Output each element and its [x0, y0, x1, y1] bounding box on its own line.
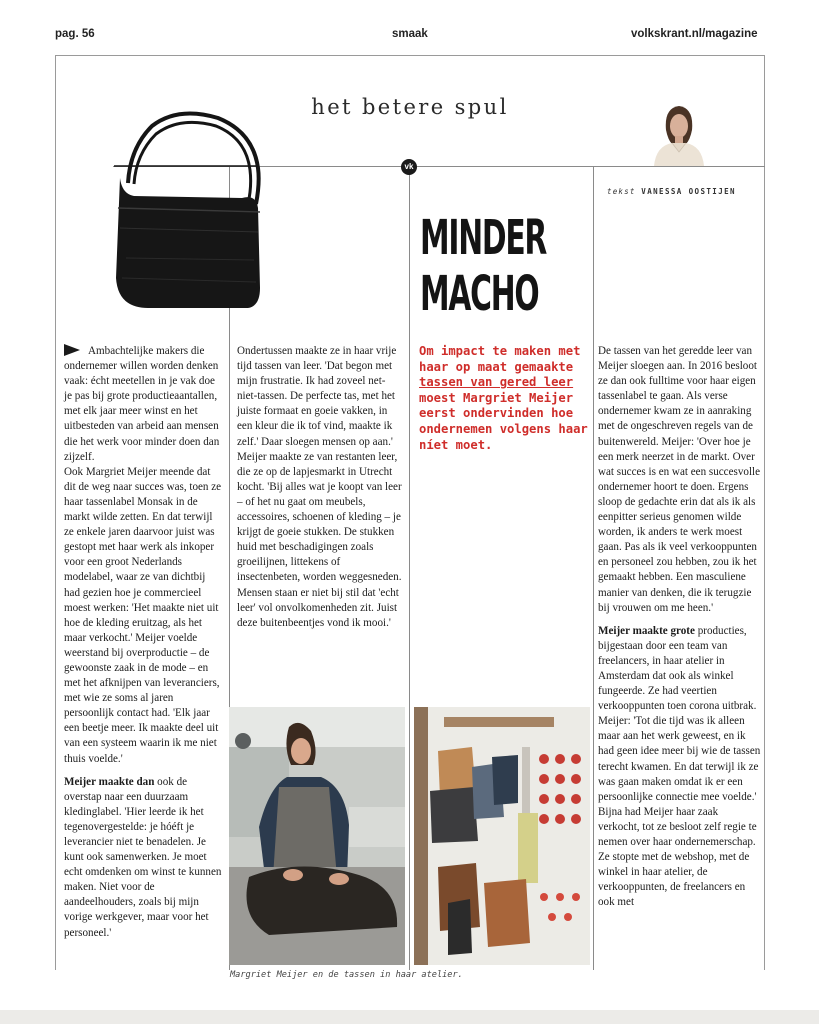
col2-paragraph-1: Ondertussen maakte ze in haar vrije tijd tassen van leer. 'Dat begon met mijn frustratie. Ik had zoveel net-niet-tassen. De perfecte tas, met het juiste formaat en goeie vakken, in een kleur die ik tof vind, maakte ik zelf.' Daar sloegen mensen op aan.' Meijer maakte ze van restanten leer, die ze op de lapjesmarkt in Utrecht kocht. 'Bij alles wat je koopt van leer – of het nu gaat om meubels, accessoires, schoenen of kleding – je krijgt de goeie stukken. De stukken huid met beschadigingen zoals groeilijnen, littekens of insectenbeten, worden weggesneden. Mensen staan er niet bij stil dat 'echt leer' vol onvolkomenheden zit. Juist deze buitenbeentjes vond ik mooi.' [237, 345, 402, 629]
body-column-4 [598, 344, 762, 910]
body-column-1 [64, 344, 224, 941]
standfirst-part-1: Om impact te maken met haar op maat gemaakte [419, 344, 581, 374]
col4-paragraph-1: De tassen van het geredde leer van Meijer sloegen aan. In 2016 besloot ze dan ook fulltime voor haar eigen tassenlabel te gaan. Als verse ondernemer kwam ze in aanraking met de ongeschreven regels van de buitenwereld. Meijer: 'Over hoe je een merk neerzet in de markt. Over wat succes is en wat een succesvolle ondernemer hoort te doen. Ergens sloop de gedachte erin dat als ik als eenpitter serieus genomen wilde worden, ik anders te werk moest gaan. Pas als ik veel verkooppunten en personeel zou hebben, zou ik het gemaakt hebben. Een masculiene manier van denken, die ik terugzie bij vrouwen om me heen.' [598, 345, 761, 614]
author-portrait [650, 100, 708, 166]
column-title: het betere spul [311, 95, 509, 119]
photo-maker-at-work [229, 707, 405, 965]
col4-lead-in: Meijer maakte grote [598, 624, 695, 637]
vk-logo-icon: vk [401, 159, 417, 175]
body-column-2 [237, 344, 405, 631]
col1-lead-in: Meijer maakte dan [64, 775, 155, 788]
magazine-url: volkskrant.nl/magazine [631, 28, 758, 40]
standfirst-link[interactable]: tassen van gered leer [419, 375, 574, 390]
section-name: smaak [392, 28, 428, 40]
standfirst-part-2: moest Margriet Meijer eerst ondervinden hoe ondernemen volgens haar níet moet. [419, 390, 588, 452]
intro-arrow-icon [64, 344, 80, 356]
photo-caption: Margriet Meijer en de tassen in haar atelier. [230, 970, 463, 980]
col4-paragraph-3: Bijna had Meijer haar zaak verkocht, tot ze besloot zelf regie te nemen over haar ondernemerschap. Ze stopte met de webshop, met de winkel in haar atelier, de verkooppunten, de freelancers en ook met [598, 805, 757, 909]
col1-paragraph-3: Meijer maakte dan ook de overstap naar een duurzaam kledinglabel. 'Hier leerde ik het tegenovergestelde: je hóéft je leverancier niet te benadelen. Je kunt ook samenwerken. Je moet echt omdenken om winst te kunnen maken. Niet voor de aandeelhouders, zoals bij mijn vorige werkgever, maar voor het personeel.' [64, 775, 222, 939]
photo-bags-pegboard [414, 707, 590, 965]
byline [607, 187, 736, 196]
headline [420, 210, 547, 322]
byline-author: VANESSA OOSTIJEN [641, 187, 736, 196]
bag-illustration [108, 108, 268, 314]
page-bottom-edge [0, 1010, 819, 1024]
headline-line-2: MACHO [420, 266, 539, 322]
column-divider-3 [593, 166, 594, 970]
page-number: pag. 56 [55, 28, 95, 40]
col1-paragraph-1: Ambachtelijke makers die ondernemer willen worden denken vaak: écht meetellen in je vak doe je pas bij grote productieaantallen, met elk jaar meer winst en het uitbesteden van arbeid aan mensen die het werk voor minder doen dan zijzelf. [64, 345, 220, 463]
headline-line-1: MINDER [420, 210, 547, 266]
standfirst [419, 344, 591, 453]
col4-paragraph-2: Meijer maakte grote producties, bijgestaan door een team van freelancers, in haar atelier in Amsterdam dat ook als winkel fungeerde. Ze had veertien verkooppunten toen corona uitbrak. Meijer: 'Tot die tijd was ik alleen maar aan het werk geweest, en ik had geen idee meer bij wie de tassen terecht kwamen. En dat terwijl ik ze was gaan maken omdat ik er een persoonlijke connectie mee voelde.' [598, 624, 761, 803]
column-divider-2 [409, 172, 410, 970]
col1-paragraph-2: Ook Margriet Meijer meende dat dit de weg naar succes was, toen ze haar tassenlabel Monsak in de markt wilde zetten. En dat terwijl ze enkele jaren daarvoor juist was gestopt met haar werk als inkoper voor een groot Nederlands modelabel, waar ze van dichtbij had gezien hoe je commercieel moest werken: 'Het maakte niet uit hoe de kleding eruitzag, als het maar verkocht.' Meijer voelde weerstand bij overproductie – de gewoonste zaak in de mode – en met het afknijpen van leveranciers, met wie ze soms al jaren persoonlijk contact had. 'Elk jaar een beetje meer. Ik maakte deel uit van een systeem waarin ik me niet thuis voelde.' [64, 465, 222, 765]
byline-prefix: tekst [607, 187, 636, 196]
